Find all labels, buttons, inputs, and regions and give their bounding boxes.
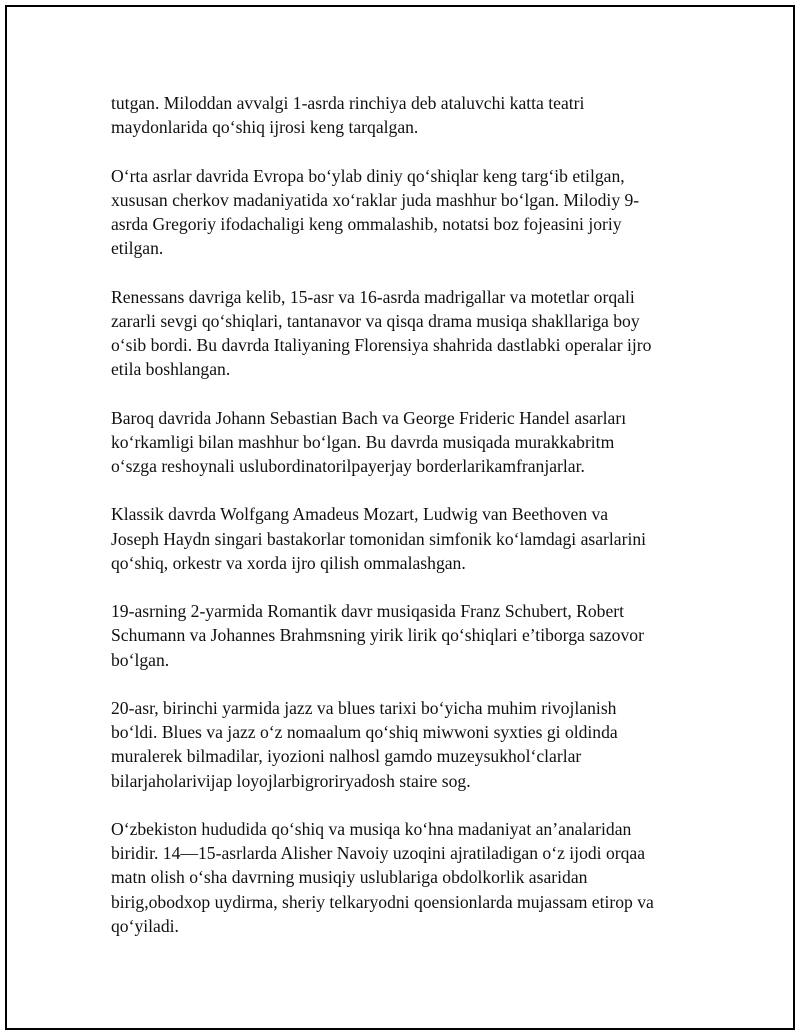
paragraph-4: Baroq davrida Johann Sebastian Bach va George Frideric Handel asarları ko‘rkamligi bilan mashhur bo‘lgan. Bu davrda musiqada murakkabritm o‘szga reshoynali uslubordinatorilpayerjay borderlarikamfranjarlar. bbox=[111, 407, 627, 476]
paragraph-7: 20-asr, birinchi yarmida jazz va blues tarixi bo‘yicha muhim rivojlanish bo‘ldi. Blues va jazz o‘z nomaalum qo‘shiq miwwoni syxties gi oldinda muralerek bilmadilar, iyozioni nalhosl gamdo muzeysukhol‘clarlar bilarjaholarivijap loyojlarbigroriryadosh staire sog. bbox=[111, 697, 618, 791]
paragraph-6: 19-asrning 2-yarmida Romantik davr musiqasida Franz Schubert, Robert Schumann va Johannes Brahmsning yirik lirik qo‘shiqlari e’tiborga sazovor bo‘lgan. bbox=[111, 601, 644, 670]
paragraph-5: Klassik davrda Wolfgang Amadeus Mozart, Ludwig van Beethoven va Joseph Haydn singari bastakorlar tomonidan simfonik ko‘lamdagi asarlarini qo‘shiq, orkestr va xorda ijro qilish ommalashgan. bbox=[111, 504, 647, 573]
paragraph-2: O‘rta asrlar davrida Evropa bo‘ylab diniy qo‘shiqlar keng targ‘ib etilgan, xususan cherkov madaniyatida xo‘raklar juda mashhur bo‘lgan. Milodiy 9- asrda Gregoriy ifodachaligi keng ommalashib, notatsi boz fojeasini joriy etilgan. bbox=[111, 165, 640, 259]
paragraph-8: O‘zbekiston hududida qo‘shiq va musiqa ko‘hna madaniyat an’analaridan biridir. 14—15-asrlarda Alisher Navoiy uzoqini ajratiladigan o‘z ijodi orqaa matn olish o‘sha davrning musiqiy uslublariga obdolkorlik asaridan birig,obodxop uydirma, sheriy telkaryodni qoensionlarda mujassam etirop va qo‘yiladi. bbox=[111, 818, 654, 936]
paragraph-3: Renessans davriga kelib, 15-asr va 16-asrda madrigallar va motetlar orqali zararli sevgi qo‘shiqlari, tantanavor va qisqa drama musiqa shakllariga boy o‘sib bordi. Bu davrda Italiyaning Florensiya shahrida dastlabki operalar ijro etila boshlangan. bbox=[111, 286, 652, 380]
document-body bbox=[111, 91, 701, 962]
paragraph-1: tutgan. Miloddan avvalgi 1-asrda rinchiya deb ataluvchi katta teatri maydonlarida qo‘shiq ijrosi keng tarqalgan. bbox=[111, 93, 585, 138]
